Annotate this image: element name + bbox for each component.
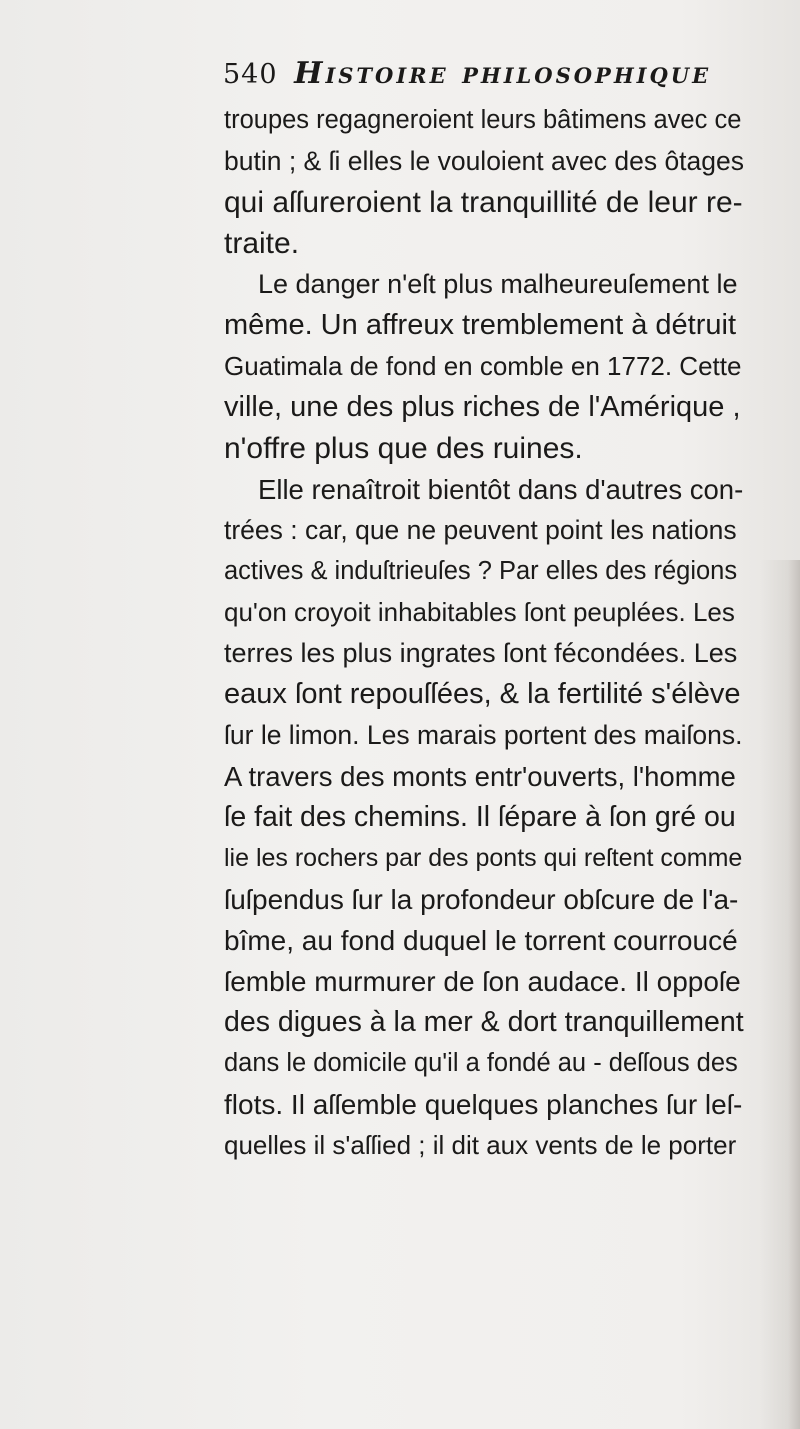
text-line: bîme, au fond duquel le torrent courroucé	[224, 925, 738, 956]
text-line: n'offre plus que des ruines.	[224, 432, 583, 465]
text-line: flots. Il aſſemble quelques planches ſur leſ-	[224, 1089, 743, 1120]
text-line: dans le domicile qu'il a fondé au - deſſous des	[224, 1049, 738, 1077]
page-number: 540	[223, 59, 278, 90]
page-edge-shadow	[760, 560, 800, 1429]
page-header	[223, 56, 743, 100]
text-line: ville, une des plus riches de l'Amérique ,	[224, 391, 741, 423]
paragraph-start-line: Le danger n'eſt plus malheureuſement le	[258, 269, 738, 299]
text-line: ſemble murmurer de ſon audace. Il oppoſe	[224, 966, 741, 997]
text-line: actives & induſtrieuſes ? Par elles des régions	[224, 557, 738, 585]
text-line: traite.	[224, 227, 300, 260]
text-line: quelles il s'aſſied ; il dit aux vents de le porter	[224, 1130, 737, 1160]
running-head: Histoire philosophique	[294, 56, 712, 91]
text-line: troupes regagneroient leurs bâtimens avec ce	[224, 106, 742, 134]
text-line: butin ; & ſi elles le vouloient avec des ôtages	[224, 146, 745, 176]
text-line: ſur le limon. Les marais portent des maiſons.	[224, 720, 743, 750]
text-line: des digues à la mer & dort tranquillement	[224, 1006, 744, 1038]
text-line: A travers des monts entr'ouverts, l'homme	[224, 761, 736, 792]
paragraph-start-line: Elle renaîtroit bientôt dans d'autres con-	[258, 474, 744, 505]
text-line: qui aſſureroient la tranquillité de leur re-	[224, 186, 743, 219]
text-line: terres les plus ingrates ſont fécondées. Les	[224, 638, 738, 668]
text-line: ſe fait des chemins. Il ſépare à ſon gré ou	[224, 801, 736, 833]
text-line: même. Un affreux tremblement à détruit	[224, 309, 737, 341]
text-line: Guatimala de fond en comble en 1772. Cette	[224, 351, 742, 381]
text-line: lie les rochers par des ponts qui reſtent comme	[224, 844, 743, 872]
text-line: qu'on croyoit inhabitables ſont peuplées. Les	[224, 597, 735, 627]
text-line: ſuſpendus ſur la profondeur obſcure de l'a-	[224, 884, 739, 915]
text-line: eaux ſont repouſſées, & la fertilité s'élève	[224, 678, 741, 710]
text-line: trées : car, que ne peuvent point les nations	[224, 515, 737, 545]
